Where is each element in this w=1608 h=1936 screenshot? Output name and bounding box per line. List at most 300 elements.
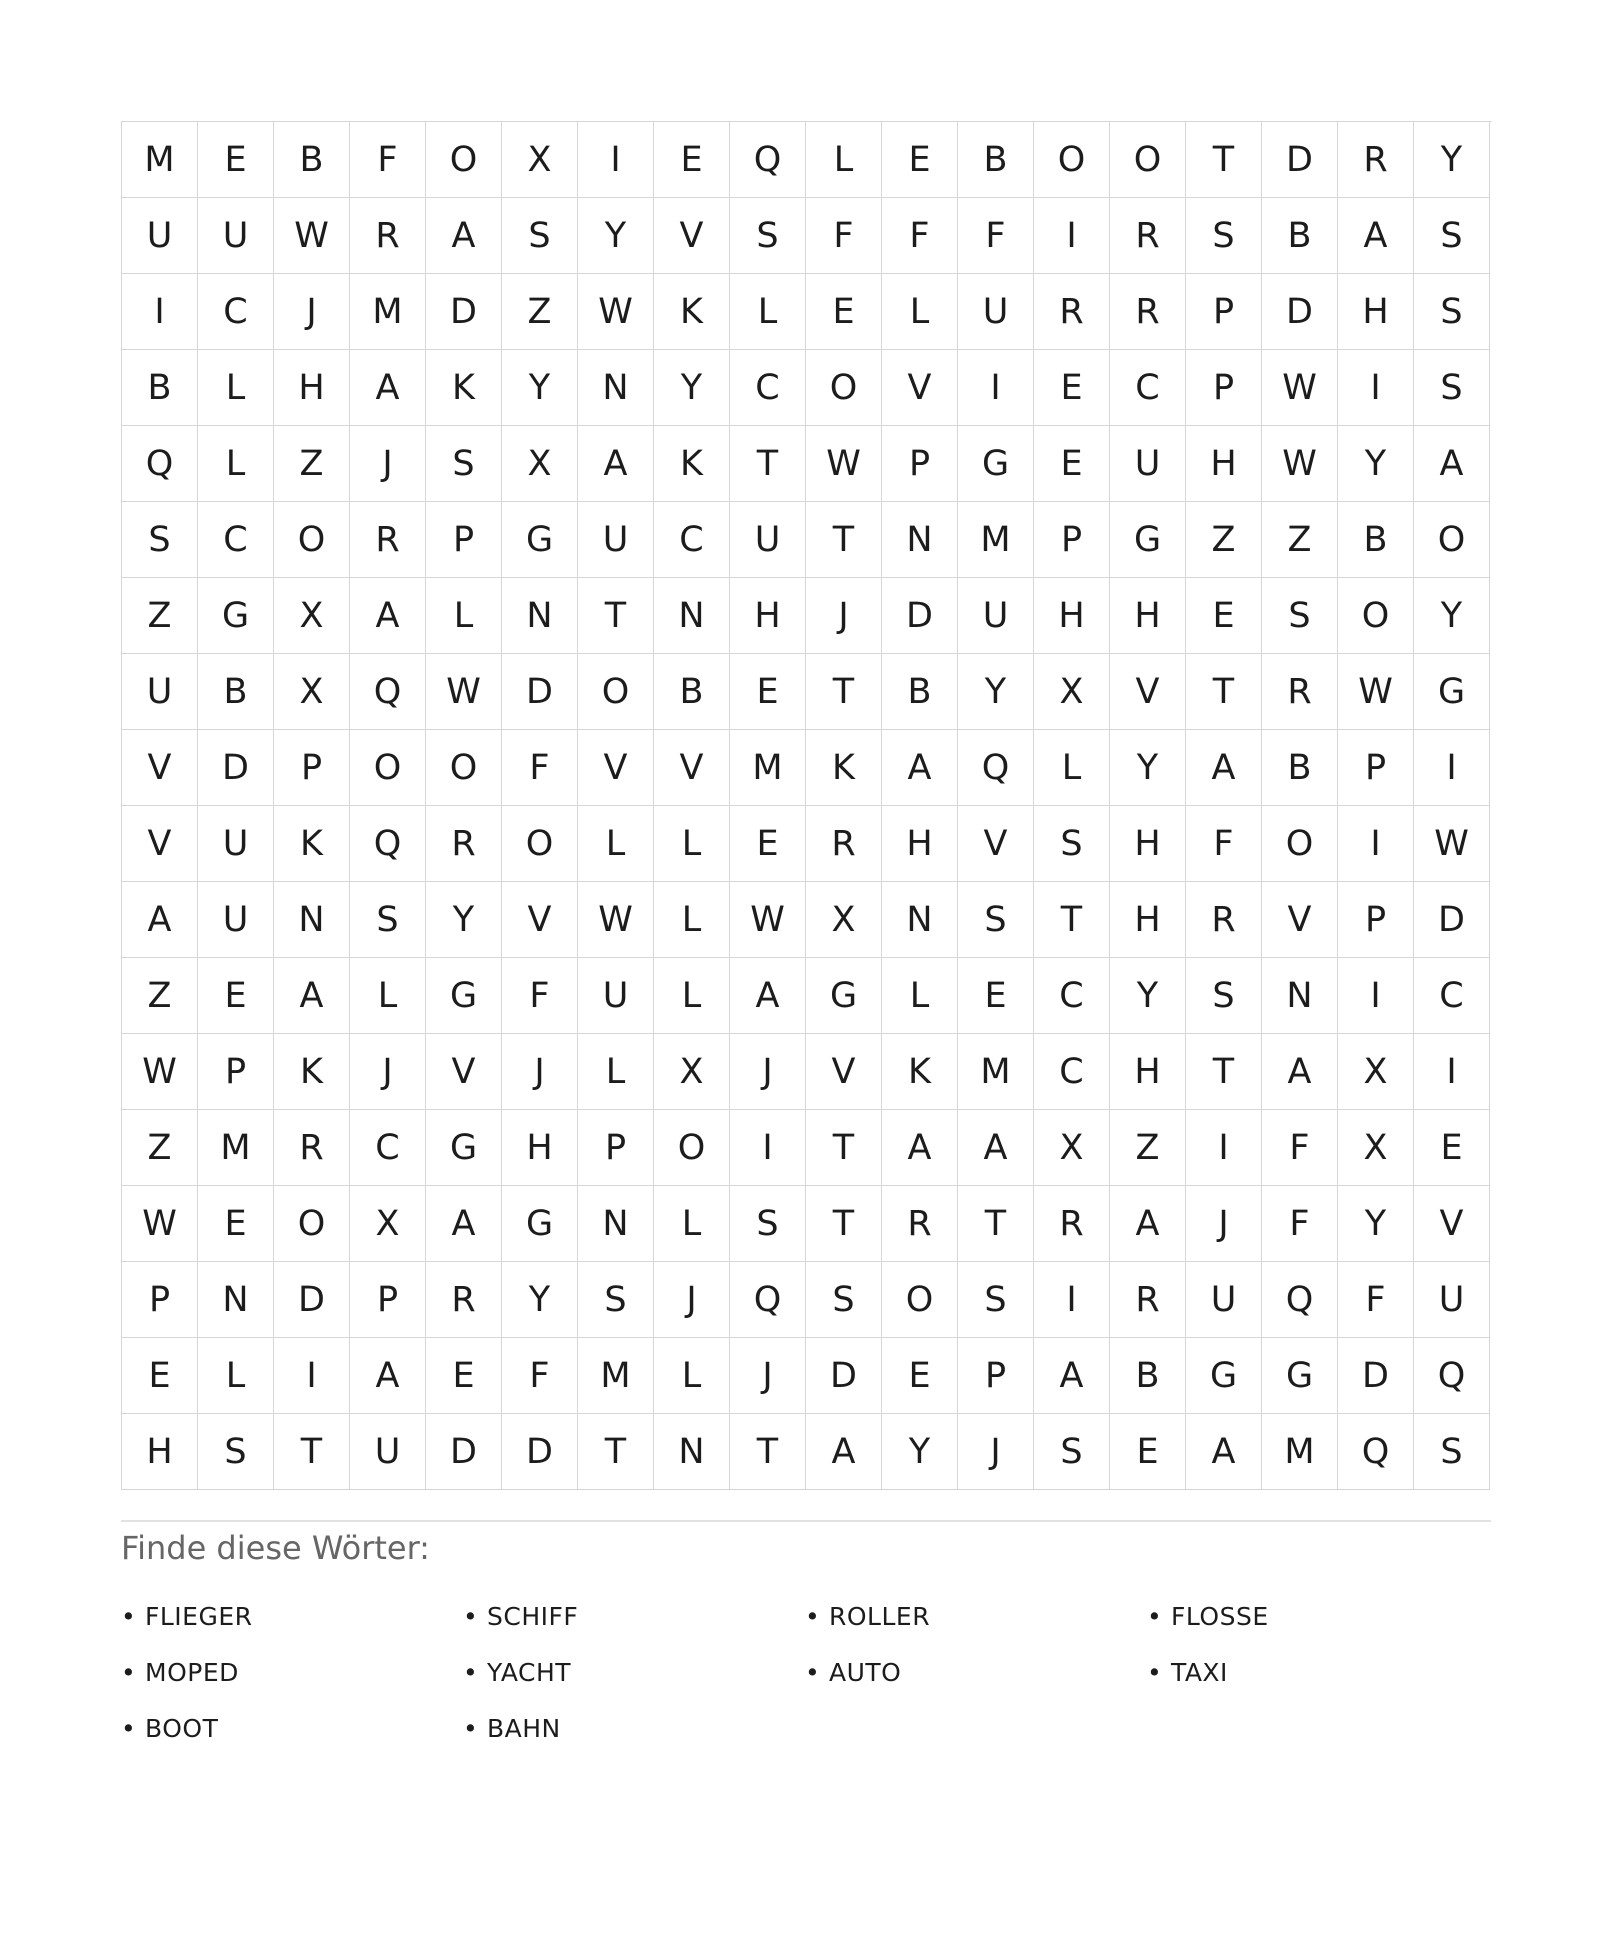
grid-cell[interactable]: D: [426, 1414, 502, 1490]
grid-cell[interactable]: W: [426, 654, 502, 730]
grid-cell[interactable]: E: [198, 122, 274, 198]
grid-cell[interactable]: N: [578, 350, 654, 426]
grid-cell[interactable]: R: [350, 502, 426, 578]
grid-cell[interactable]: W: [578, 274, 654, 350]
grid-cell[interactable]: J: [350, 426, 426, 502]
grid-cell[interactable]: H: [1338, 274, 1414, 350]
grid-cell[interactable]: H: [122, 1414, 198, 1490]
grid-cell[interactable]: P: [1338, 730, 1414, 806]
grid-cell[interactable]: S: [122, 502, 198, 578]
grid-cell[interactable]: G: [426, 1110, 502, 1186]
grid-cell[interactable]: O: [578, 654, 654, 730]
grid-cell[interactable]: A: [274, 958, 350, 1034]
grid-cell[interactable]: U: [122, 198, 198, 274]
grid-cell[interactable]: U: [1110, 426, 1186, 502]
grid-cell[interactable]: N: [1262, 958, 1338, 1034]
grid-cell[interactable]: J: [730, 1034, 806, 1110]
grid-cell[interactable]: D: [1262, 122, 1338, 198]
grid-cell[interactable]: E: [730, 654, 806, 730]
grid-cell[interactable]: J: [730, 1338, 806, 1414]
grid-cell[interactable]: I: [1338, 806, 1414, 882]
grid-cell[interactable]: O: [1262, 806, 1338, 882]
grid-cell[interactable]: S: [502, 198, 578, 274]
grid-cell[interactable]: C: [350, 1110, 426, 1186]
grid-cell[interactable]: Z: [122, 958, 198, 1034]
grid-cell[interactable]: M: [350, 274, 426, 350]
grid-cell[interactable]: R: [882, 1186, 958, 1262]
grid-cell[interactable]: U: [578, 958, 654, 1034]
grid-cell[interactable]: W: [274, 198, 350, 274]
grid-cell[interactable]: J: [654, 1262, 730, 1338]
grid-cell[interactable]: L: [654, 882, 730, 958]
grid-cell[interactable]: K: [654, 426, 730, 502]
grid-cell[interactable]: F: [350, 122, 426, 198]
grid-cell[interactable]: S: [1034, 806, 1110, 882]
grid-cell[interactable]: B: [1262, 198, 1338, 274]
grid-cell[interactable]: I: [274, 1338, 350, 1414]
grid-cell[interactable]: I: [1338, 958, 1414, 1034]
grid-cell[interactable]: Q: [122, 426, 198, 502]
grid-cell[interactable]: K: [806, 730, 882, 806]
grid-cell[interactable]: R: [350, 198, 426, 274]
grid-cell[interactable]: E: [958, 958, 1034, 1034]
grid-cell[interactable]: A: [350, 578, 426, 654]
grid-cell[interactable]: G: [198, 578, 274, 654]
grid-cell[interactable]: I: [1414, 1034, 1490, 1110]
grid-cell[interactable]: P: [350, 1262, 426, 1338]
grid-cell[interactable]: X: [1338, 1110, 1414, 1186]
grid-cell[interactable]: Z: [274, 426, 350, 502]
grid-cell[interactable]: R: [1110, 198, 1186, 274]
grid-cell[interactable]: E: [730, 806, 806, 882]
grid-cell[interactable]: R: [426, 1262, 502, 1338]
grid-cell[interactable]: U: [198, 882, 274, 958]
grid-cell[interactable]: V: [578, 730, 654, 806]
grid-cell[interactable]: P: [426, 502, 502, 578]
grid-cell[interactable]: I: [958, 350, 1034, 426]
grid-cell[interactable]: E: [1034, 426, 1110, 502]
grid-cell[interactable]: V: [806, 1034, 882, 1110]
grid-cell[interactable]: M: [958, 1034, 1034, 1110]
grid-cell[interactable]: T: [1034, 882, 1110, 958]
grid-cell[interactable]: Q: [350, 654, 426, 730]
grid-cell[interactable]: L: [654, 958, 730, 1034]
grid-cell[interactable]: I: [1034, 1262, 1110, 1338]
grid-cell[interactable]: O: [274, 1186, 350, 1262]
grid-cell[interactable]: B: [1338, 502, 1414, 578]
grid-cell[interactable]: B: [198, 654, 274, 730]
grid-cell[interactable]: A: [350, 1338, 426, 1414]
grid-cell[interactable]: L: [882, 958, 958, 1034]
grid-cell[interactable]: S: [1414, 350, 1490, 426]
grid-cell[interactable]: W: [1338, 654, 1414, 730]
grid-cell[interactable]: D: [198, 730, 274, 806]
grid-cell[interactable]: S: [730, 1186, 806, 1262]
grid-cell[interactable]: A: [1186, 1414, 1262, 1490]
grid-cell[interactable]: D: [806, 1338, 882, 1414]
grid-cell[interactable]: S: [426, 426, 502, 502]
grid-cell[interactable]: P: [122, 1262, 198, 1338]
grid-cell[interactable]: O: [502, 806, 578, 882]
grid-cell[interactable]: O: [654, 1110, 730, 1186]
grid-cell[interactable]: Z: [1110, 1110, 1186, 1186]
grid-cell[interactable]: G: [958, 426, 1034, 502]
grid-cell[interactable]: I: [1338, 350, 1414, 426]
grid-cell[interactable]: X: [274, 578, 350, 654]
grid-cell[interactable]: H: [274, 350, 350, 426]
grid-cell[interactable]: O: [1034, 122, 1110, 198]
grid-cell[interactable]: R: [1034, 1186, 1110, 1262]
grid-cell[interactable]: S: [958, 882, 1034, 958]
grid-cell[interactable]: V: [882, 350, 958, 426]
grid-cell[interactable]: C: [1034, 958, 1110, 1034]
grid-cell[interactable]: A: [578, 426, 654, 502]
grid-cell[interactable]: K: [274, 1034, 350, 1110]
grid-cell[interactable]: H: [1186, 426, 1262, 502]
grid-cell[interactable]: W: [806, 426, 882, 502]
grid-cell[interactable]: B: [274, 122, 350, 198]
grid-cell[interactable]: E: [882, 1338, 958, 1414]
grid-cell[interactable]: J: [958, 1414, 1034, 1490]
grid-cell[interactable]: L: [198, 350, 274, 426]
grid-cell[interactable]: T: [730, 1414, 806, 1490]
grid-cell[interactable]: W: [1414, 806, 1490, 882]
grid-cell[interactable]: K: [274, 806, 350, 882]
grid-cell[interactable]: Z: [122, 1110, 198, 1186]
grid-cell[interactable]: F: [1186, 806, 1262, 882]
grid-cell[interactable]: J: [806, 578, 882, 654]
grid-cell[interactable]: D: [426, 274, 502, 350]
grid-cell[interactable]: A: [350, 350, 426, 426]
grid-cell[interactable]: E: [426, 1338, 502, 1414]
grid-cell[interactable]: E: [122, 1338, 198, 1414]
grid-cell[interactable]: R: [806, 806, 882, 882]
grid-cell[interactable]: T: [1186, 122, 1262, 198]
grid-cell[interactable]: E: [1186, 578, 1262, 654]
grid-cell[interactable]: H: [1034, 578, 1110, 654]
grid-cell[interactable]: S: [730, 198, 806, 274]
grid-cell[interactable]: V: [122, 806, 198, 882]
grid-cell[interactable]: I: [1034, 198, 1110, 274]
grid-cell[interactable]: N: [578, 1186, 654, 1262]
grid-cell[interactable]: R: [1338, 122, 1414, 198]
grid-cell[interactable]: Z: [502, 274, 578, 350]
grid-cell[interactable]: A: [1110, 1186, 1186, 1262]
grid-cell[interactable]: F: [1338, 1262, 1414, 1338]
grid-cell[interactable]: Y: [426, 882, 502, 958]
grid-cell[interactable]: W: [578, 882, 654, 958]
grid-cell[interactable]: O: [426, 122, 502, 198]
grid-cell[interactable]: H: [1110, 806, 1186, 882]
grid-cell[interactable]: R: [1262, 654, 1338, 730]
grid-cell[interactable]: Q: [1414, 1338, 1490, 1414]
grid-cell[interactable]: F: [958, 198, 1034, 274]
grid-cell[interactable]: B: [1262, 730, 1338, 806]
grid-cell[interactable]: D: [502, 654, 578, 730]
grid-cell[interactable]: S: [578, 1262, 654, 1338]
grid-cell[interactable]: C: [198, 502, 274, 578]
grid-cell[interactable]: A: [1338, 198, 1414, 274]
grid-cell[interactable]: E: [882, 122, 958, 198]
grid-cell[interactable]: U: [1186, 1262, 1262, 1338]
grid-cell[interactable]: Q: [730, 122, 806, 198]
grid-cell[interactable]: J: [1186, 1186, 1262, 1262]
grid-cell[interactable]: A: [1034, 1338, 1110, 1414]
grid-cell[interactable]: O: [1338, 578, 1414, 654]
grid-cell[interactable]: U: [198, 806, 274, 882]
grid-cell[interactable]: X: [350, 1186, 426, 1262]
grid-cell[interactable]: S: [1414, 198, 1490, 274]
grid-cell[interactable]: D: [1262, 274, 1338, 350]
grid-cell[interactable]: G: [502, 502, 578, 578]
grid-cell[interactable]: O: [426, 730, 502, 806]
grid-cell[interactable]: X: [654, 1034, 730, 1110]
grid-cell[interactable]: C: [1034, 1034, 1110, 1110]
grid-cell[interactable]: U: [350, 1414, 426, 1490]
grid-cell[interactable]: N: [274, 882, 350, 958]
grid-cell[interactable]: V: [958, 806, 1034, 882]
grid-cell[interactable]: A: [426, 198, 502, 274]
grid-cell[interactable]: T: [1186, 1034, 1262, 1110]
grid-cell[interactable]: L: [350, 958, 426, 1034]
grid-cell[interactable]: E: [198, 958, 274, 1034]
grid-cell[interactable]: U: [730, 502, 806, 578]
grid-cell[interactable]: H: [1110, 1034, 1186, 1110]
grid-cell[interactable]: S: [958, 1262, 1034, 1338]
grid-cell[interactable]: P: [1186, 274, 1262, 350]
grid-cell[interactable]: A: [1414, 426, 1490, 502]
grid-cell[interactable]: Q: [350, 806, 426, 882]
grid-cell[interactable]: V: [502, 882, 578, 958]
grid-cell[interactable]: D: [1338, 1338, 1414, 1414]
grid-cell[interactable]: P: [882, 426, 958, 502]
grid-cell[interactable]: H: [882, 806, 958, 882]
grid-cell[interactable]: T: [806, 654, 882, 730]
grid-cell[interactable]: L: [578, 806, 654, 882]
grid-cell[interactable]: D: [882, 578, 958, 654]
grid-cell[interactable]: E: [806, 274, 882, 350]
grid-cell[interactable]: B: [958, 122, 1034, 198]
grid-cell[interactable]: O: [1110, 122, 1186, 198]
grid-cell[interactable]: A: [122, 882, 198, 958]
grid-cell[interactable]: G: [1414, 654, 1490, 730]
grid-cell[interactable]: W: [730, 882, 806, 958]
grid-cell[interactable]: O: [1414, 502, 1490, 578]
grid-cell[interactable]: V: [1110, 654, 1186, 730]
grid-cell[interactable]: G: [426, 958, 502, 1034]
grid-cell[interactable]: F: [806, 198, 882, 274]
grid-cell[interactable]: T: [806, 502, 882, 578]
grid-cell[interactable]: H: [730, 578, 806, 654]
grid-cell[interactable]: T: [274, 1414, 350, 1490]
grid-cell[interactable]: S: [1034, 1414, 1110, 1490]
grid-cell[interactable]: X: [502, 426, 578, 502]
grid-cell[interactable]: D: [274, 1262, 350, 1338]
grid-cell[interactable]: N: [654, 578, 730, 654]
grid-cell[interactable]: Y: [1414, 122, 1490, 198]
grid-cell[interactable]: G: [806, 958, 882, 1034]
grid-cell[interactable]: I: [578, 122, 654, 198]
grid-cell[interactable]: E: [1414, 1110, 1490, 1186]
grid-cell[interactable]: M: [1262, 1414, 1338, 1490]
grid-cell[interactable]: W: [122, 1186, 198, 1262]
grid-cell[interactable]: L: [806, 122, 882, 198]
grid-cell[interactable]: Y: [502, 350, 578, 426]
grid-cell[interactable]: X: [502, 122, 578, 198]
grid-cell[interactable]: Z: [1262, 502, 1338, 578]
grid-cell[interactable]: J: [502, 1034, 578, 1110]
grid-cell[interactable]: K: [654, 274, 730, 350]
grid-cell[interactable]: Z: [122, 578, 198, 654]
grid-cell[interactable]: B: [1110, 1338, 1186, 1414]
grid-cell[interactable]: S: [1186, 198, 1262, 274]
grid-cell[interactable]: X: [1034, 654, 1110, 730]
grid-cell[interactable]: I: [730, 1110, 806, 1186]
grid-cell[interactable]: R: [1110, 274, 1186, 350]
grid-cell[interactable]: U: [958, 578, 1034, 654]
grid-cell[interactable]: Y: [1338, 426, 1414, 502]
grid-cell[interactable]: J: [350, 1034, 426, 1110]
grid-cell[interactable]: X: [1034, 1110, 1110, 1186]
grid-cell[interactable]: P: [1186, 350, 1262, 426]
grid-cell[interactable]: M: [198, 1110, 274, 1186]
grid-cell[interactable]: H: [1110, 578, 1186, 654]
grid-cell[interactable]: C: [730, 350, 806, 426]
grid-cell[interactable]: A: [806, 1414, 882, 1490]
grid-cell[interactable]: C: [654, 502, 730, 578]
grid-cell[interactable]: E: [654, 122, 730, 198]
grid-cell[interactable]: F: [1262, 1186, 1338, 1262]
grid-cell[interactable]: Y: [654, 350, 730, 426]
grid-cell[interactable]: R: [274, 1110, 350, 1186]
grid-cell[interactable]: F: [502, 1338, 578, 1414]
grid-cell[interactable]: H: [502, 1110, 578, 1186]
grid-cell[interactable]: U: [578, 502, 654, 578]
grid-cell[interactable]: E: [1110, 1414, 1186, 1490]
grid-cell[interactable]: I: [1186, 1110, 1262, 1186]
grid-cell[interactable]: Q: [1338, 1414, 1414, 1490]
grid-cell[interactable]: M: [958, 502, 1034, 578]
grid-cell[interactable]: Y: [882, 1414, 958, 1490]
grid-cell[interactable]: Q: [958, 730, 1034, 806]
grid-cell[interactable]: N: [882, 882, 958, 958]
grid-cell[interactable]: T: [730, 426, 806, 502]
grid-cell[interactable]: U: [958, 274, 1034, 350]
grid-cell[interactable]: O: [350, 730, 426, 806]
grid-cell[interactable]: A: [882, 730, 958, 806]
grid-cell[interactable]: I: [122, 274, 198, 350]
grid-cell[interactable]: P: [578, 1110, 654, 1186]
grid-cell[interactable]: V: [654, 730, 730, 806]
grid-cell[interactable]: G: [1186, 1338, 1262, 1414]
grid-cell[interactable]: P: [958, 1338, 1034, 1414]
grid-cell[interactable]: V: [426, 1034, 502, 1110]
grid-cell[interactable]: S: [1414, 1414, 1490, 1490]
grid-cell[interactable]: Z: [1186, 502, 1262, 578]
grid-cell[interactable]: Q: [1262, 1262, 1338, 1338]
grid-cell[interactable]: A: [426, 1186, 502, 1262]
grid-cell[interactable]: P: [1338, 882, 1414, 958]
grid-cell[interactable]: N: [502, 578, 578, 654]
grid-cell[interactable]: A: [958, 1110, 1034, 1186]
grid-cell[interactable]: Y: [1414, 578, 1490, 654]
grid-cell[interactable]: F: [882, 198, 958, 274]
grid-cell[interactable]: F: [502, 730, 578, 806]
grid-cell[interactable]: B: [882, 654, 958, 730]
grid-cell[interactable]: N: [198, 1262, 274, 1338]
grid-cell[interactable]: R: [426, 806, 502, 882]
grid-cell[interactable]: X: [1338, 1034, 1414, 1110]
grid-cell[interactable]: T: [578, 1414, 654, 1490]
grid-cell[interactable]: P: [198, 1034, 274, 1110]
grid-cell[interactable]: V: [1262, 882, 1338, 958]
grid-cell[interactable]: L: [882, 274, 958, 350]
grid-cell[interactable]: L: [654, 806, 730, 882]
grid-cell[interactable]: S: [806, 1262, 882, 1338]
grid-cell[interactable]: H: [1110, 882, 1186, 958]
grid-cell[interactable]: A: [1262, 1034, 1338, 1110]
grid-cell[interactable]: L: [198, 426, 274, 502]
grid-cell[interactable]: R: [1034, 274, 1110, 350]
grid-cell[interactable]: W: [122, 1034, 198, 1110]
grid-cell[interactable]: S: [1262, 578, 1338, 654]
grid-cell[interactable]: B: [654, 654, 730, 730]
grid-cell[interactable]: M: [730, 730, 806, 806]
grid-cell[interactable]: G: [1262, 1338, 1338, 1414]
grid-cell[interactable]: P: [1034, 502, 1110, 578]
grid-cell[interactable]: C: [1414, 958, 1490, 1034]
grid-cell[interactable]: Y: [1110, 730, 1186, 806]
grid-cell[interactable]: S: [350, 882, 426, 958]
grid-cell[interactable]: L: [198, 1338, 274, 1414]
grid-cell[interactable]: B: [122, 350, 198, 426]
grid-cell[interactable]: X: [806, 882, 882, 958]
grid-cell[interactable]: O: [274, 502, 350, 578]
grid-cell[interactable]: M: [578, 1338, 654, 1414]
grid-cell[interactable]: D: [1414, 882, 1490, 958]
grid-cell[interactable]: Y: [1110, 958, 1186, 1034]
grid-cell[interactable]: T: [1186, 654, 1262, 730]
grid-cell[interactable]: A: [1186, 730, 1262, 806]
grid-cell[interactable]: K: [882, 1034, 958, 1110]
grid-cell[interactable]: W: [1262, 426, 1338, 502]
grid-cell[interactable]: M: [122, 122, 198, 198]
grid-cell[interactable]: F: [502, 958, 578, 1034]
grid-cell[interactable]: S: [198, 1414, 274, 1490]
grid-cell[interactable]: Y: [958, 654, 1034, 730]
grid-cell[interactable]: E: [198, 1186, 274, 1262]
grid-cell[interactable]: T: [578, 578, 654, 654]
grid-cell[interactable]: O: [882, 1262, 958, 1338]
grid-cell[interactable]: U: [122, 654, 198, 730]
grid-cell[interactable]: L: [426, 578, 502, 654]
grid-cell[interactable]: Y: [502, 1262, 578, 1338]
grid-cell[interactable]: P: [274, 730, 350, 806]
grid-cell[interactable]: L: [578, 1034, 654, 1110]
grid-cell[interactable]: T: [958, 1186, 1034, 1262]
grid-cell[interactable]: E: [1034, 350, 1110, 426]
grid-cell[interactable]: R: [1110, 1262, 1186, 1338]
grid-cell[interactable]: V: [654, 198, 730, 274]
grid-cell[interactable]: G: [1110, 502, 1186, 578]
grid-cell[interactable]: L: [654, 1338, 730, 1414]
grid-cell[interactable]: Y: [578, 198, 654, 274]
grid-cell[interactable]: T: [806, 1110, 882, 1186]
grid-cell[interactable]: Y: [1338, 1186, 1414, 1262]
grid-cell[interactable]: S: [1186, 958, 1262, 1034]
grid-cell[interactable]: S: [1414, 274, 1490, 350]
grid-cell[interactable]: L: [730, 274, 806, 350]
